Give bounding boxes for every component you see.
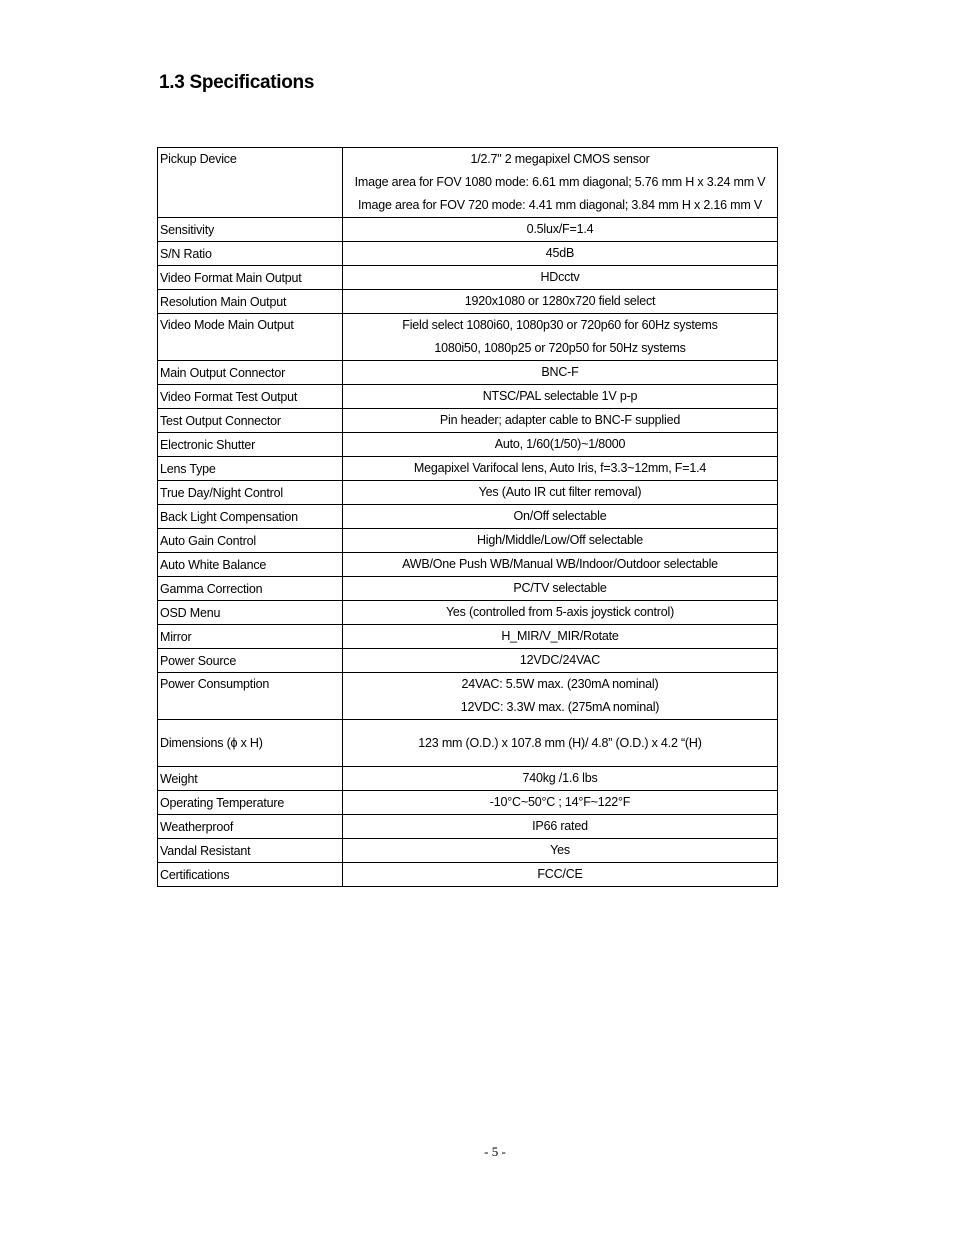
spec-value-line: BNC-F xyxy=(541,365,579,379)
spec-value xyxy=(343,361,778,385)
spec-value-line: 12VDC/24VAC xyxy=(519,653,601,667)
spec-value xyxy=(343,863,778,887)
table-row xyxy=(158,314,778,361)
table-row xyxy=(158,529,778,553)
spec-label: OSD Menu xyxy=(158,601,343,625)
table-row xyxy=(158,457,778,481)
spec-value-line: 740kg /1.6 lbs xyxy=(522,771,598,785)
spec-label: Sensitivity xyxy=(158,218,343,242)
spec-value-line: High/Middle/Low/Off selectable xyxy=(476,533,644,547)
table-row xyxy=(158,720,778,767)
table-row xyxy=(158,505,778,529)
spec-label: Pickup Device xyxy=(158,148,343,218)
table-row xyxy=(158,601,778,625)
spec-value-line: PC/TV selectable xyxy=(513,581,607,595)
spec-value-line: FCC/CE xyxy=(537,867,583,881)
spec-value-line: IP66 rated xyxy=(532,819,588,833)
spec-value xyxy=(343,266,778,290)
spec-value-line: 0.5lux/F=1.4 xyxy=(526,222,594,236)
table-row xyxy=(158,148,778,218)
spec-value-line: 1/2.7" 2 megapixel CMOS sensor xyxy=(470,152,650,166)
spec-label: Operating Temperature xyxy=(158,791,343,815)
spec-value-line: Image area for FOV 720 mode: 4.41 mm diagonal; 3.84 mm H x 2.16 mm V xyxy=(358,198,762,212)
spec-value-line: NTSC/PAL selectable 1V p-p xyxy=(482,389,638,403)
spec-value xyxy=(343,791,778,815)
table-row xyxy=(158,361,778,385)
spec-value xyxy=(343,577,778,601)
spec-label: Gamma Correction xyxy=(158,577,343,601)
spec-value-line: -10°C~50°C ; 14°F~122°F xyxy=(489,795,631,809)
spec-label: Power Consumption xyxy=(158,673,343,720)
spec-label: Video Format Test Output xyxy=(158,385,343,409)
spec-value xyxy=(343,242,778,266)
spec-value xyxy=(343,767,778,791)
table-row xyxy=(158,791,778,815)
table-row xyxy=(158,839,778,863)
spec-value xyxy=(343,625,778,649)
spec-value xyxy=(343,815,778,839)
table-row xyxy=(158,218,778,242)
spec-value xyxy=(343,529,778,553)
spec-label: Weight xyxy=(158,767,343,791)
spec-value-line: 12VDC: 3.3W max. (275mA nominal) xyxy=(460,700,660,714)
spec-value xyxy=(343,148,778,218)
spec-value xyxy=(343,290,778,314)
spec-value xyxy=(343,601,778,625)
spec-label: Video Format Main Output xyxy=(158,266,343,290)
table-row xyxy=(158,767,778,791)
spec-value-line: Field select 1080i60, 1080p30 or 720p60 for 60Hz systems xyxy=(402,318,718,332)
spec-value-line: 45dB xyxy=(545,246,575,260)
spec-value xyxy=(343,218,778,242)
specifications-table xyxy=(157,147,778,887)
spec-value-line: Image area for FOV 1080 mode: 6.61 mm diagonal; 5.76 mm H x 3.24 mm V xyxy=(354,175,766,189)
table-row xyxy=(158,625,778,649)
spec-value-line: 123 mm (O.D.) x 107.8 mm (H)/ 4.8” (O.D.) x 4.2 “(H) xyxy=(418,735,702,750)
spec-label: Auto Gain Control xyxy=(158,529,343,553)
spec-value xyxy=(343,553,778,577)
spec-value-line: Yes xyxy=(550,843,570,857)
spec-label: Vandal Resistant xyxy=(158,839,343,863)
spec-label: Lens Type xyxy=(158,457,343,481)
spec-value xyxy=(343,720,778,767)
spec-value xyxy=(343,839,778,863)
spec-value-line: H_MIR/V_MIR/Rotate xyxy=(501,629,619,643)
table-row xyxy=(158,673,778,720)
spec-value xyxy=(343,673,778,720)
spec-value-line: 1920x1080 or 1280x720 field select xyxy=(464,294,656,308)
spec-label: Auto White Balance xyxy=(158,553,343,577)
table-row xyxy=(158,815,778,839)
spec-label: True Day/Night Control xyxy=(158,481,343,505)
spec-value xyxy=(343,385,778,409)
table-row xyxy=(158,433,778,457)
table-row xyxy=(158,242,778,266)
spec-label: Resolution Main Output xyxy=(158,290,343,314)
spec-label: Dimensions (ϕ x H) xyxy=(158,720,343,767)
table-row xyxy=(158,290,778,314)
table-row xyxy=(158,553,778,577)
table-row xyxy=(158,266,778,290)
table-row xyxy=(158,481,778,505)
table-row xyxy=(158,649,778,673)
table-row xyxy=(158,577,778,601)
spec-value xyxy=(343,505,778,529)
spec-value-line: 1080i50, 1080p25 or 720p50 for 50Hz systems xyxy=(434,341,686,355)
spec-value xyxy=(343,409,778,433)
spec-value-line: Yes (Auto IR cut filter removal) xyxy=(478,485,642,499)
spec-value xyxy=(343,481,778,505)
spec-label: Video Mode Main Output xyxy=(158,314,343,361)
spec-value-line: AWB/One Push WB/Manual WB/Indoor/Outdoor selectable xyxy=(402,557,718,571)
spec-value-line: Pin header; adapter cable to BNC-F supplied xyxy=(439,413,681,427)
spec-value-line: 24VAC: 5.5W max. (230mA nominal) xyxy=(461,677,659,691)
spec-value-line: Megapixel Varifocal lens, Auto Iris, f=3.3~12mm, F=1.4 xyxy=(413,461,707,475)
spec-value xyxy=(343,649,778,673)
spec-label: Power Source xyxy=(158,649,343,673)
page-number: - 5 - xyxy=(484,1144,506,1159)
spec-value-line: On/Off selectable xyxy=(513,509,607,523)
spec-label: Main Output Connector xyxy=(158,361,343,385)
specifications-table-body xyxy=(158,148,778,887)
table-row xyxy=(158,385,778,409)
spec-label: Electronic Shutter xyxy=(158,433,343,457)
spec-label: S/N Ratio xyxy=(158,242,343,266)
spec-value xyxy=(343,314,778,361)
spec-value-line: HDcctv xyxy=(540,270,580,284)
spec-value xyxy=(343,457,778,481)
table-row xyxy=(158,409,778,433)
spec-value-line: Auto, 1/60(1/50)~1/8000 xyxy=(494,437,626,451)
spec-label: Back Light Compensation xyxy=(158,505,343,529)
spec-value-line: Yes (controlled from 5-axis joystick control) xyxy=(445,605,675,619)
table-row xyxy=(158,863,778,887)
spec-label: Test Output Connector xyxy=(158,409,343,433)
spec-label: Weatherproof xyxy=(158,815,343,839)
spec-value xyxy=(343,433,778,457)
spec-label: Certifications xyxy=(158,863,343,887)
page-title: 1.3 Specifications xyxy=(159,72,315,93)
spec-label: Mirror xyxy=(158,625,343,649)
